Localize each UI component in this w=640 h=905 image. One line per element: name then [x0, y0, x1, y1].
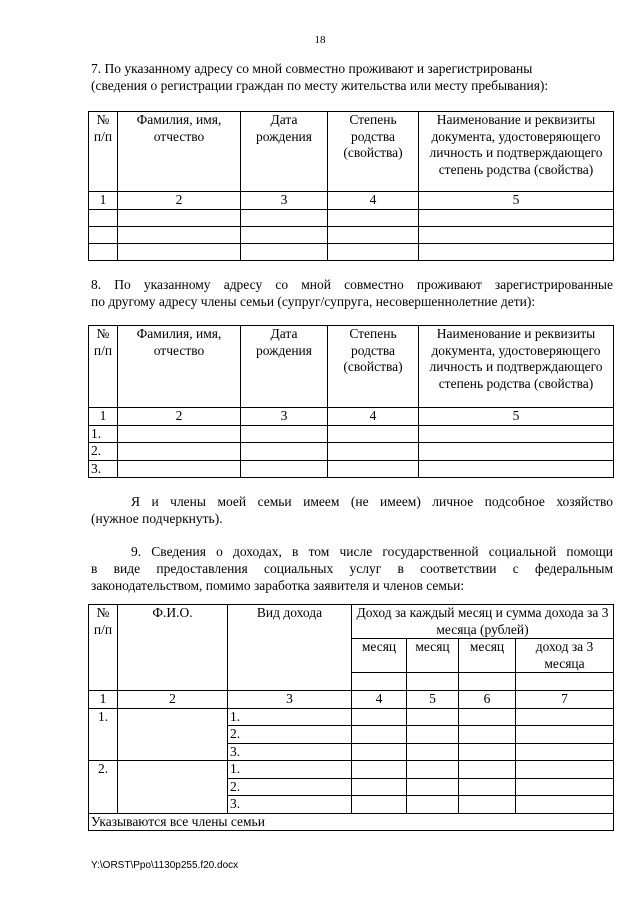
header-month: месяц	[459, 639, 516, 673]
header-num: № п/п	[89, 605, 118, 691]
col-number: 4	[328, 192, 419, 210]
col-number: 2	[118, 192, 241, 210]
cell[interactable]	[516, 796, 614, 814]
col-number: 4	[352, 691, 407, 709]
section7-heading	[91, 60, 613, 94]
table-registered-residents	[88, 111, 614, 261]
cell[interactable]	[516, 778, 614, 796]
col-number: 6	[459, 691, 516, 709]
header-dob: Дата рождения	[241, 112, 328, 192]
cell[interactable]	[407, 673, 459, 691]
cell[interactable]	[328, 209, 419, 226]
table-income	[88, 604, 614, 831]
header-relation: Степень родства (свойства)	[328, 112, 419, 192]
section9-line1: 9. Сведения о доходах, в том числе государственной социальной помощи	[131, 544, 613, 559]
cell[interactable]	[407, 796, 459, 814]
table-row	[89, 243, 614, 260]
col-number: 3	[228, 691, 352, 709]
row-number: 3.	[89, 460, 118, 478]
header-num: № п/п	[89, 326, 118, 408]
cell[interactable]	[459, 796, 516, 814]
header-month: месяц	[352, 639, 407, 673]
cell[interactable]	[516, 743, 614, 761]
cell[interactable]	[241, 443, 328, 461]
cell[interactable]	[352, 778, 407, 796]
col-number: 1	[89, 192, 118, 210]
cell[interactable]	[118, 708, 228, 761]
cell[interactable]	[459, 673, 516, 691]
cell[interactable]	[241, 460, 328, 478]
section8-heading	[91, 276, 613, 310]
cell[interactable]	[241, 209, 328, 226]
household-line2: (нужное подчеркнуть).	[91, 511, 223, 526]
header-total: доход за 3 месяца	[516, 639, 614, 673]
table-family-members	[88, 325, 614, 478]
cell[interactable]	[459, 708, 516, 726]
cell[interactable]	[118, 243, 241, 260]
cell[interactable]	[459, 743, 516, 761]
header-income: Доход за каждый месяц и сумма дохода за 3 месяца (рублей)	[352, 605, 614, 639]
section8-line1: 8. По указанному адресу со мной совместно проживают зарегистрированные	[91, 277, 613, 292]
income-item-number: 3.	[228, 796, 352, 814]
col-number: 2	[118, 408, 241, 426]
cell[interactable]	[419, 460, 614, 478]
header-fio: Ф.И.О.	[118, 605, 228, 691]
cell[interactable]	[241, 226, 328, 243]
col-number: 5	[419, 408, 614, 426]
section7-line2: (сведения о регистрации граждан по месту жительства или месту пребывания):	[91, 78, 549, 93]
income-item-number: 1.	[228, 761, 352, 779]
person-number: 1.	[89, 708, 118, 761]
cell[interactable]	[419, 209, 614, 226]
col-number: 2	[118, 691, 228, 709]
cell[interactable]	[118, 460, 241, 478]
cell[interactable]	[407, 708, 459, 726]
col-number: 1	[89, 408, 118, 426]
header-fio: Фамилия, имя, отчество	[118, 112, 241, 192]
cell[interactable]	[118, 226, 241, 243]
col-number: 7	[516, 691, 614, 709]
cell[interactable]	[89, 226, 118, 243]
household-paragraph	[91, 493, 613, 527]
table-row	[89, 708, 614, 726]
cell[interactable]	[89, 243, 118, 260]
cell[interactable]	[419, 443, 614, 461]
section7-line1: 7. По указанному адресу со мной совместно проживают и зарегистрированы	[91, 61, 533, 76]
cell[interactable]	[516, 761, 614, 779]
cell[interactable]	[89, 209, 118, 226]
cell[interactable]	[352, 761, 407, 779]
cell[interactable]	[419, 243, 614, 260]
cell[interactable]	[118, 425, 241, 443]
cell[interactable]	[407, 726, 459, 744]
cell[interactable]	[118, 209, 241, 226]
table-row	[89, 226, 614, 243]
cell[interactable]	[118, 761, 228, 814]
cell[interactable]	[352, 726, 407, 744]
income-item-number: 3.	[228, 743, 352, 761]
col-number: 3	[241, 408, 328, 426]
income-item-number: 2.	[228, 778, 352, 796]
cell[interactable]	[459, 726, 516, 744]
cell[interactable]	[407, 743, 459, 761]
cell[interactable]	[352, 673, 407, 691]
table-row	[89, 443, 614, 461]
section9-line2: в виде предоставления социальных услуг в соответствии с федеральным	[91, 561, 613, 576]
cell[interactable]	[352, 708, 407, 726]
col-number: 4	[328, 408, 419, 426]
col-number: 5	[407, 691, 459, 709]
income-item-number: 2.	[228, 726, 352, 744]
cell[interactable]	[118, 443, 241, 461]
row-number: 1.	[89, 425, 118, 443]
header-income-type: Вид дохода	[228, 605, 352, 691]
table-row	[89, 460, 614, 478]
header-relation: Степень родства (свойства)	[328, 326, 419, 408]
cell[interactable]	[352, 743, 407, 761]
page-number: 18	[314, 34, 326, 46]
cell[interactable]	[516, 673, 614, 691]
table-note: Указываются все члены семьи	[89, 813, 614, 831]
cell[interactable]	[328, 226, 419, 243]
cell[interactable]	[241, 425, 328, 443]
header-document: Наименование и реквизиты документа, удостоверяющего личность и подтверждающего степень родства (свойства)	[419, 326, 614, 408]
table-row	[89, 209, 614, 226]
section9-heading	[91, 543, 613, 594]
cell[interactable]	[459, 761, 516, 779]
cell[interactable]	[241, 243, 328, 260]
file-path-footer: Y:\ORST\Ppo\1130p255.f20.docx	[91, 860, 239, 871]
header-fio: Фамилия, имя, отчество	[118, 326, 241, 408]
col-number: 5	[419, 192, 614, 210]
cell[interactable]	[328, 243, 419, 260]
cell[interactable]	[419, 226, 614, 243]
cell[interactable]	[459, 778, 516, 796]
cell[interactable]	[328, 460, 419, 478]
cell[interactable]	[419, 425, 614, 443]
header-document: Наименование и реквизиты документа, удостоверяющего личность и подтверждающего степень родства (свойства)	[419, 112, 614, 192]
household-line1: Я и члены моей семьи имеем (не имеем) личное подсобное хозяйство	[131, 494, 613, 509]
income-item-number: 1.	[228, 708, 352, 726]
cell[interactable]	[328, 425, 419, 443]
col-number: 3	[241, 192, 328, 210]
header-num: № п/п	[89, 112, 118, 192]
table-row	[89, 425, 614, 443]
section8-line2: по другому адресу члены семьи (супруг/супруга, несовершеннолетние дети):	[91, 294, 536, 309]
col-number: 1	[89, 691, 118, 709]
cell[interactable]	[328, 443, 419, 461]
cell[interactable]	[516, 726, 614, 744]
cell[interactable]	[407, 761, 459, 779]
header-month: месяц	[407, 639, 459, 673]
row-number: 2.	[89, 443, 118, 461]
header-dob: Дата рождения	[241, 326, 328, 408]
cell[interactable]	[516, 708, 614, 726]
table-row	[89, 761, 614, 779]
person-number: 2.	[89, 761, 118, 814]
cell[interactable]	[407, 778, 459, 796]
cell[interactable]	[352, 796, 407, 814]
section9-line3: законодательством, помимо заработка заявителя и членов семьи:	[91, 578, 465, 593]
